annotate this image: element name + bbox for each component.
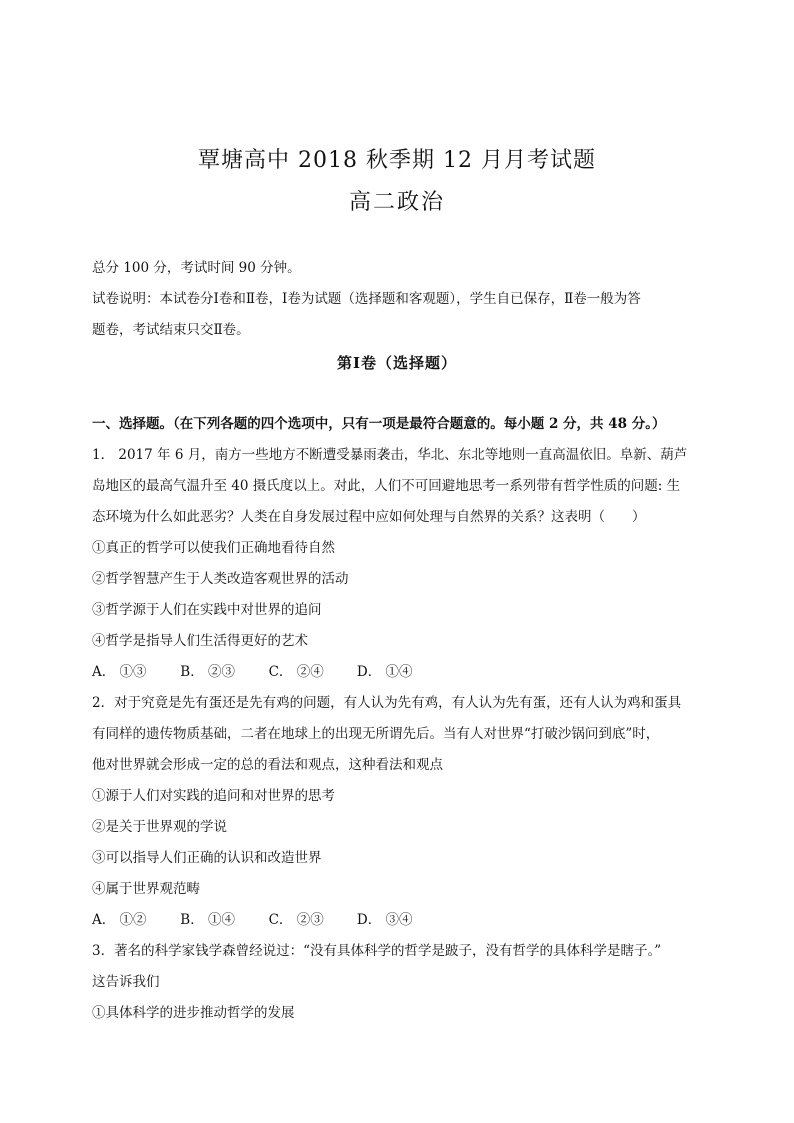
question-1-stem-line: 1． 2017 年 6 月，南方一些地方不断遭受暴雨袭击，华北、东北等地则一直高温依旧。阜新、葫芦 bbox=[92, 447, 688, 463]
question-2-options bbox=[92, 910, 712, 930]
option-b: B． ①④ bbox=[180, 912, 236, 928]
question-2-stem-line: 2．对于究竟是先有蛋还是先有鸡的问题，有人认为先有鸡，有人认为先有蛋，还有人认为鸡和蛋具 bbox=[92, 695, 682, 711]
question-3-stem-line: 3．著名的科学家钱学森曾经说过：“没有具体科学的哲学是跛子，没有哲学的具体科学是瞎子。” bbox=[92, 943, 662, 959]
question-2-item: ②是关于世界观的学说 bbox=[92, 819, 227, 835]
question-2-item: ①源于人们对实践的追问和对世界的思考 bbox=[92, 788, 335, 804]
question-1-item: ③哲学源于人们在实践中对世界的追问 bbox=[92, 602, 322, 618]
instructions-line-2: 题卷，考试结束只交Ⅱ卷。 bbox=[92, 322, 250, 338]
exam-subject: 高二政治 bbox=[348, 190, 445, 215]
instructions-line-1: 试卷说明：本试卷分Ⅰ卷和Ⅱ卷，Ⅰ卷为试题（选择题和客观题），学生自已保存，Ⅱ卷一般为答 bbox=[92, 291, 641, 307]
option-c: C． ②③ bbox=[268, 912, 324, 928]
score-info: 总分 100 分，考试时间 90 分钟。 bbox=[92, 260, 301, 276]
option-a: A． ①③ bbox=[92, 664, 147, 680]
question-1-item: ②哲学智慧产生于人类改造客观世界的活动 bbox=[92, 571, 349, 587]
option-d: D． ③④ bbox=[356, 912, 413, 928]
question-1-stem-line: 态环境为什么如此恶劣？人类在自身发展过程中应如何处理与自然界的关系？这表明（ ） bbox=[92, 509, 646, 525]
question-1-item: ①真正的哲学可以使我们正确地看待自然 bbox=[92, 540, 335, 556]
option-b: B． ②③ bbox=[180, 664, 236, 680]
question-1-item: ④哲学是指导人们生活得更好的艺术 bbox=[92, 633, 308, 649]
section-instruction: 一、选择题。（在下列各题的四个选项中，只有一项是最符合题意的。每小题 2 分，共 48 分。） bbox=[92, 416, 666, 432]
option-c: C． ②④ bbox=[268, 664, 324, 680]
question-2-stem-line: 有同样的遗传物质基础，二者在地球上的出现无所谓先后。当有人对世界“打破沙锅问到底”时， bbox=[92, 726, 660, 742]
question-1-stem-line: 岛地区的最高气温升至 40 摄氏度以上。对此，人们不可回避地思考一系列带有哲学性质的问题: 生 bbox=[92, 478, 681, 494]
option-d: D． ①④ bbox=[356, 664, 413, 680]
question-1-options bbox=[92, 662, 712, 682]
section-title: 第Ⅰ卷（选择题） bbox=[336, 354, 458, 372]
option-a: A． ①② bbox=[92, 912, 147, 928]
exam-title: 覃塘高中 2018 秋季期 12 月月考试题 bbox=[198, 148, 596, 173]
question-3-item: ①具体科学的进步推动哲学的发展 bbox=[92, 1005, 295, 1021]
question-2-item: ④属于世界观范畴 bbox=[92, 881, 200, 897]
question-3-stem-line: 这告诉我们 bbox=[92, 974, 160, 990]
question-2-stem-line: 他对世界就会形成一定的总的看法和观点，这种看法和观点 bbox=[92, 757, 443, 773]
question-2-item: ③可以指导人们正确的认识和改造世界 bbox=[92, 850, 322, 866]
